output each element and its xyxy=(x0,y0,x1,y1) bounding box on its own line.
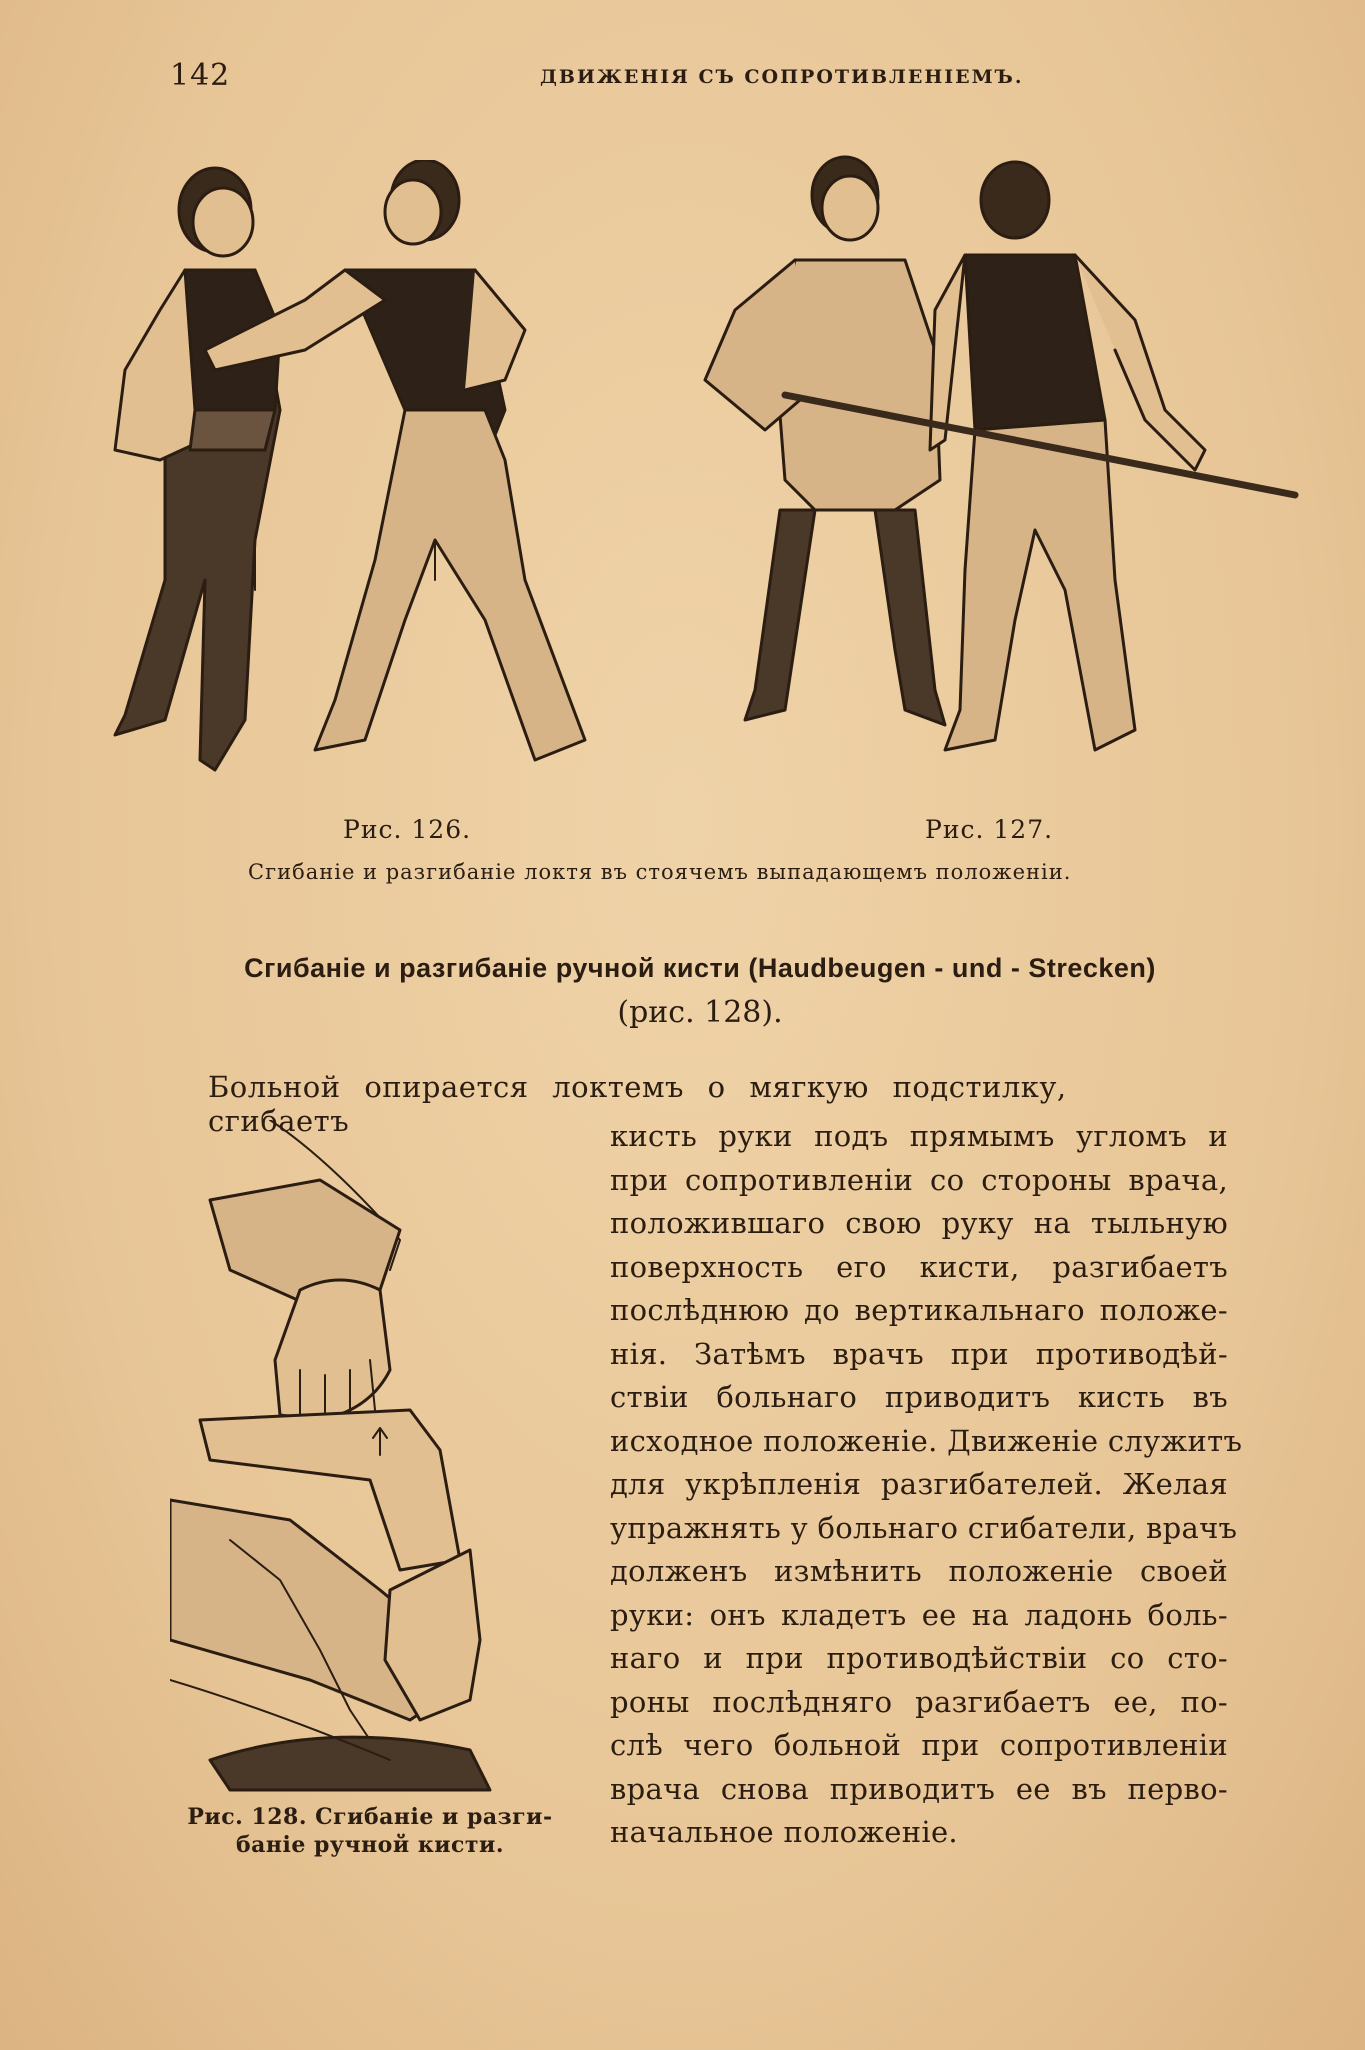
body-line: руки: онъ кладетъ ее на ладонь боль- xyxy=(610,1597,1228,1632)
body-line: долженъ измѣнить положеніе своей xyxy=(610,1554,1228,1588)
body-line: поверхность его кисти, разгибаетъ xyxy=(610,1249,1228,1284)
figure-127-illustration xyxy=(695,150,1305,800)
body-line: исходное положеніе. Движеніе служитъ xyxy=(610,1423,1243,1458)
figure-128-caption-line: Рис. 128. Сгибаніе и разги- xyxy=(187,1804,553,1830)
body-line: ствіи больнаго приводитъ кисть въ xyxy=(610,1380,1228,1414)
body-text xyxy=(610,1115,1243,1855)
figure-126-label: Рис. 126. xyxy=(343,815,472,844)
figure-127-label: Рис. 127. xyxy=(925,815,1054,844)
body-line: слѣ чего больной при сопротивленіи xyxy=(610,1728,1228,1762)
body-line: нія. Затѣмъ врачъ при противодѣй- xyxy=(610,1336,1228,1371)
body-line: кисть руки подъ прямымъ угломъ и xyxy=(610,1119,1228,1153)
figure-128-illustration xyxy=(170,1120,570,1800)
body-line: для укрѣпленія разгибателей. Желая xyxy=(610,1467,1228,1501)
section-subtitle: (рис. 128). xyxy=(617,995,783,1030)
body-first-line: Больной опирается локтемъ о мягкую подстилку, сгибаетъ xyxy=(208,1070,1067,1138)
body-line: положившаго свою руку на тыльную xyxy=(610,1206,1228,1240)
body-line: при сопротивленіи со стороны врача, xyxy=(610,1162,1228,1197)
figure-128-caption xyxy=(170,1803,570,1859)
running-title: ДВИЖЕНІЯ СЪ СОПРОТИВЛЕНІЕМЪ. xyxy=(540,66,1024,88)
section-title: Сгибаніе и разгибаніе ручной кисти (Haudbeugen - und - Strecken) xyxy=(244,953,1156,983)
body-line: послѣднюю до вертикальнаго положе- xyxy=(610,1293,1228,1327)
body-line: роны послѣдняго разгибаетъ ее, по- xyxy=(610,1684,1228,1719)
figures-126-127-caption: Сгибаніе и разгибаніе локтя въ стоячемъ выпадающемъ положеніи. xyxy=(248,860,1072,884)
body-line: упражнять у больнаго сгибатели, врачъ xyxy=(610,1510,1238,1545)
body-line: начальное положеніе. xyxy=(610,1815,958,1849)
figure-128-caption-line: баніе ручной кисти. xyxy=(235,1832,505,1858)
body-line: врача снова приводитъ ее въ перво- xyxy=(610,1771,1228,1806)
page-header xyxy=(170,58,1230,98)
body-line: наго и при противодѣйствіи со сто- xyxy=(610,1641,1228,1675)
page-number: 142 xyxy=(170,58,231,93)
figure-126-illustration xyxy=(105,160,665,800)
